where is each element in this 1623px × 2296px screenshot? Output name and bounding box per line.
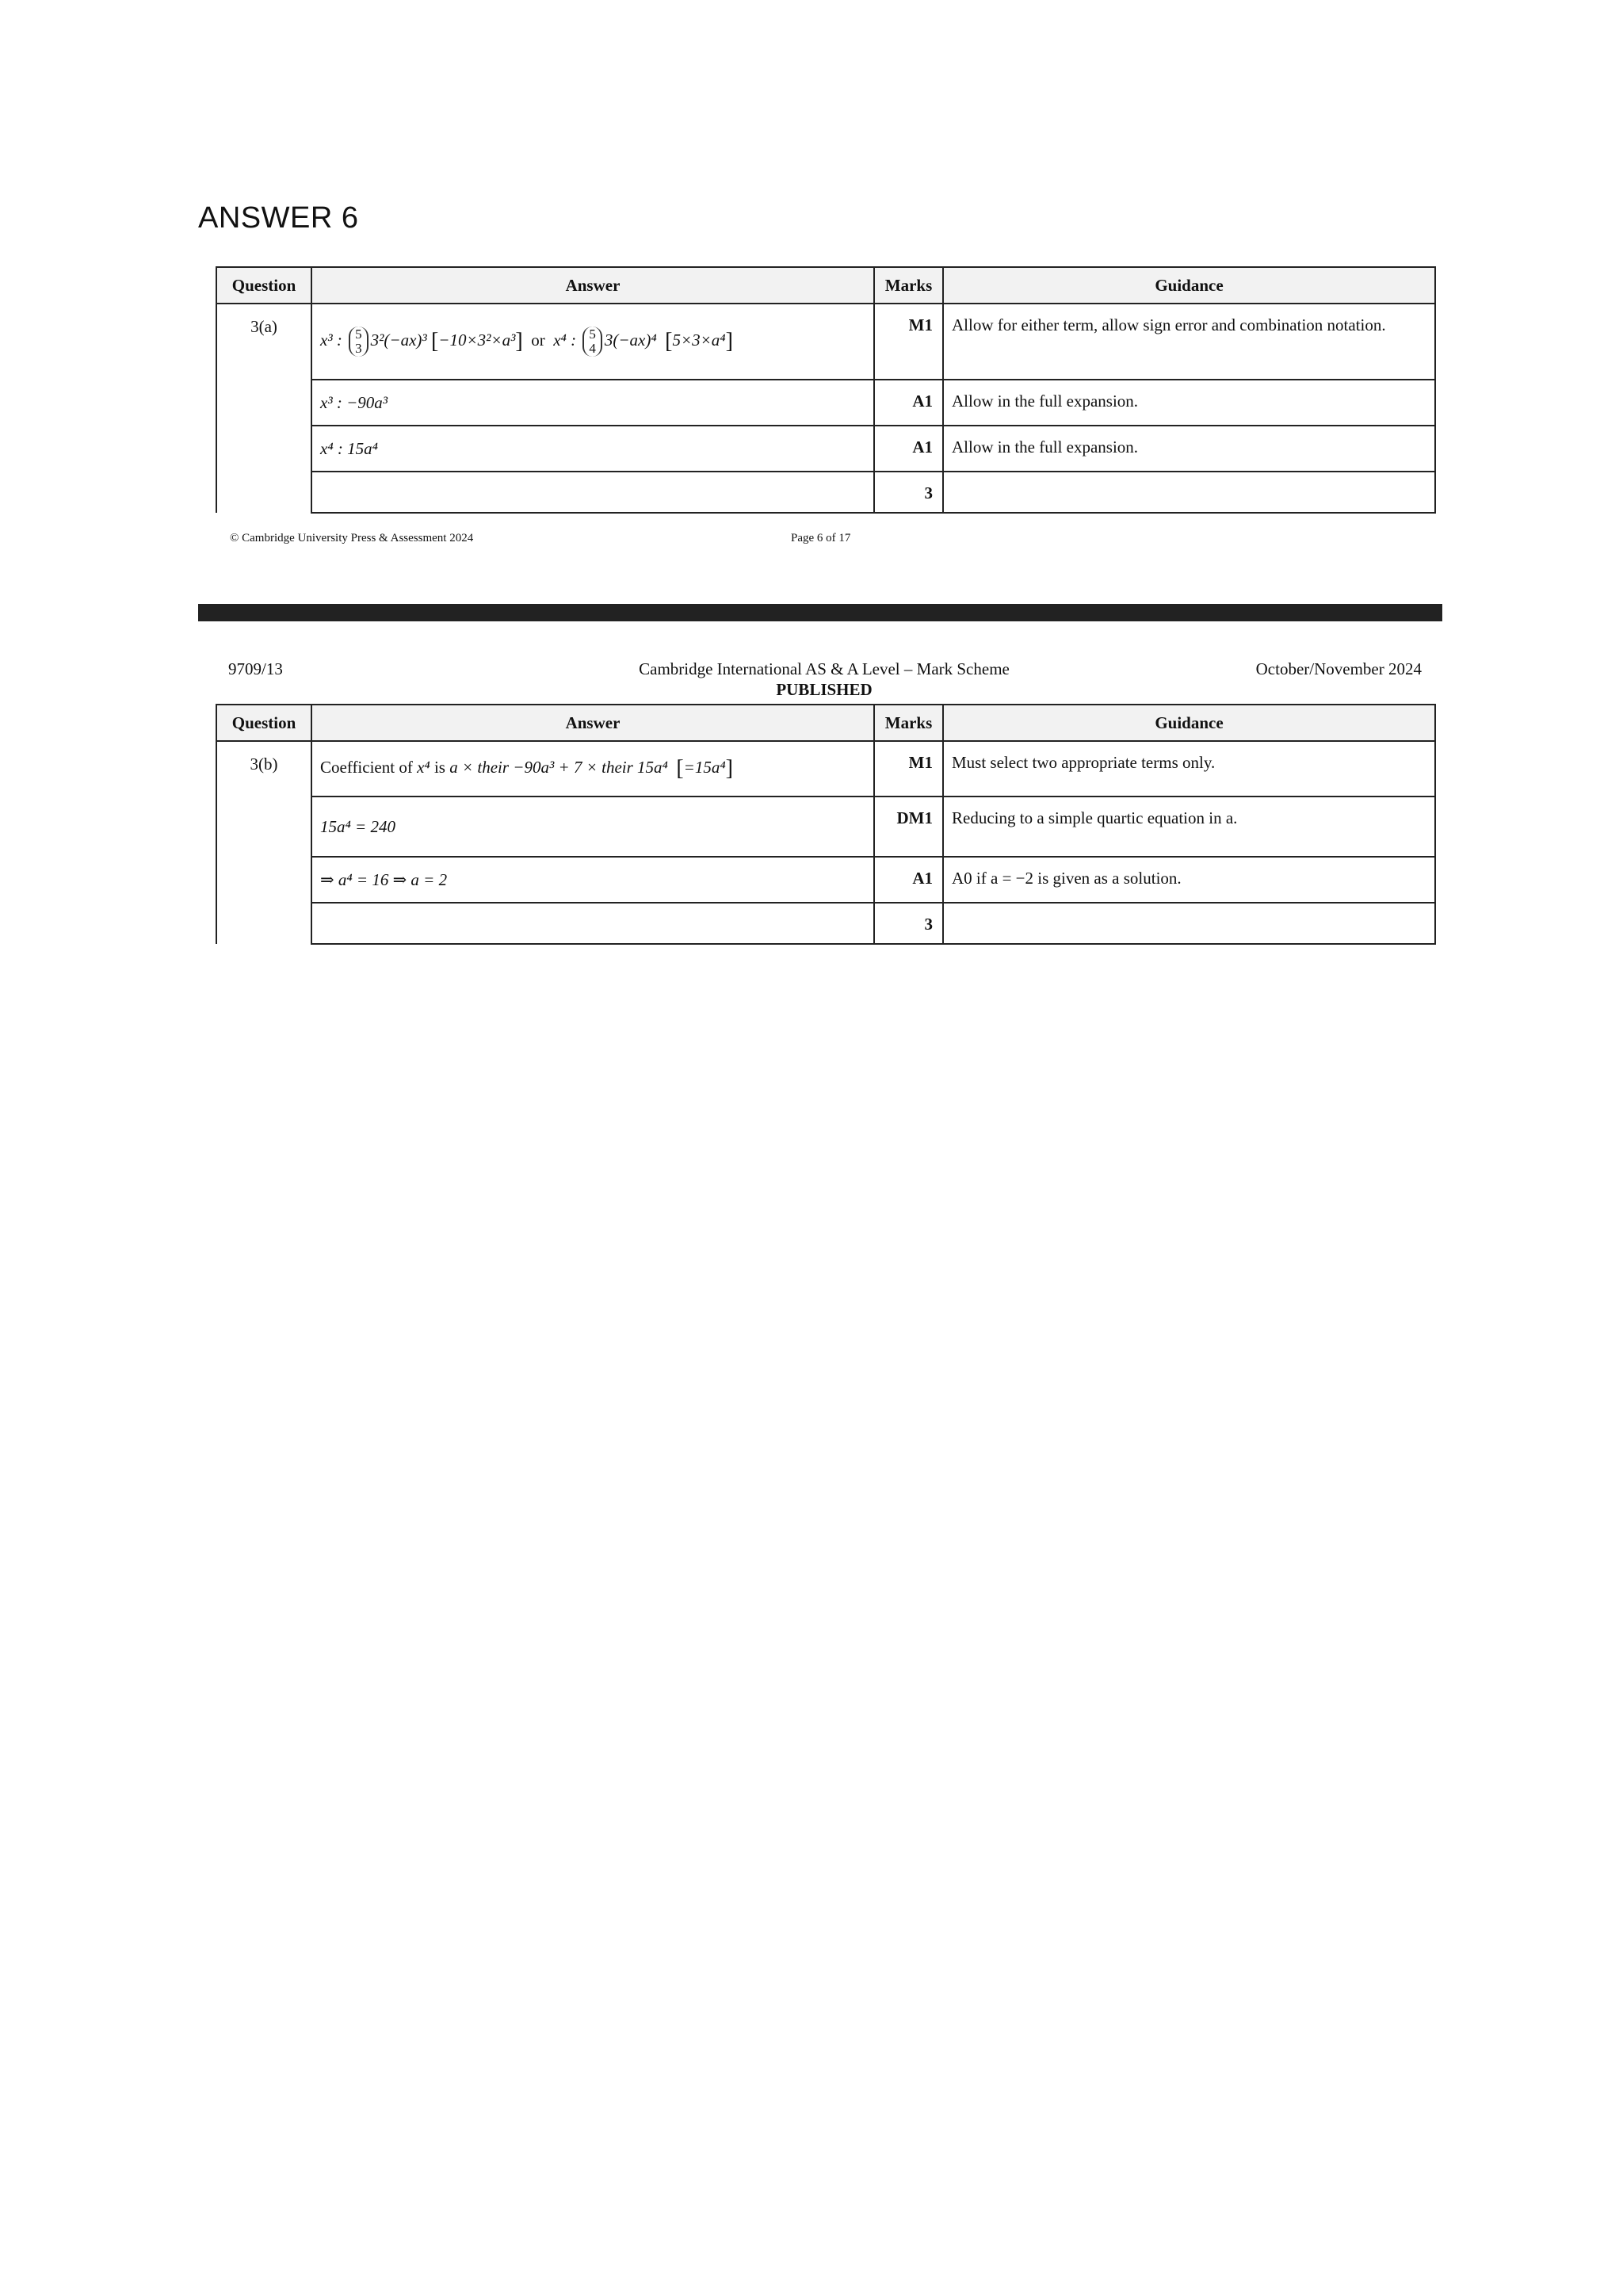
- answer-text: Coefficient of: [320, 757, 413, 777]
- binomial-coefficient: 5 3: [349, 327, 369, 357]
- answer-cell: x⁴ : 15a⁴: [311, 426, 874, 472]
- table-header-row: [216, 267, 1435, 304]
- mark-scheme-title: Cambridge International AS & A Level – Mark Scheme: [639, 659, 1010, 678]
- answer-cell: [311, 304, 874, 380]
- guidance-cell-empty: [943, 472, 1435, 513]
- bracket-expression: −10×3²×a³: [438, 330, 516, 350]
- published-label: PUBLISHED: [776, 680, 873, 699]
- term-label: x⁴ :: [553, 330, 577, 350]
- table-row: [216, 797, 1435, 857]
- answer-variable: x⁴: [417, 757, 430, 777]
- column-header-marks: Marks: [874, 705, 943, 741]
- marks-cell: A1: [874, 426, 943, 472]
- answer-cell-empty: [311, 472, 874, 513]
- guidance-cell: Allow in the full expansion.: [943, 426, 1435, 472]
- guidance-cell: Reducing to a simple quartic equation in a.: [943, 797, 1435, 857]
- question-number: 3(a): [216, 304, 311, 513]
- copyright-footer: © Cambridge University Press & Assessment 2024: [230, 532, 474, 544]
- table-row: [216, 380, 1435, 426]
- table-row: [216, 741, 1435, 797]
- table-row-total: [216, 903, 1435, 944]
- column-header-answer: Answer: [311, 705, 874, 741]
- answer-cell: Coefficient of x⁴ is a × their −90a³ + 7 × their 15a⁴ [=15a⁴]: [311, 741, 874, 797]
- syllabus-code: 9709/13: [228, 659, 283, 678]
- guidance-cell: Allow in the full expansion.: [943, 380, 1435, 426]
- page-number: Page 6 of 17: [791, 532, 851, 544]
- marks-cell: A1: [874, 857, 943, 903]
- column-header-guidance: Guidance: [943, 267, 1435, 304]
- bracket-expression: 5×3×a⁴: [672, 330, 726, 350]
- table-row: [216, 426, 1435, 472]
- term: 3(−ax)⁴: [604, 330, 657, 350]
- mark-scheme-table-3b: [216, 704, 1436, 945]
- table-header-row: [216, 705, 1435, 741]
- exam-session-date: October/November 2024: [1255, 659, 1422, 678]
- table-row: [216, 857, 1435, 903]
- answer-cell: ⇒ a⁴ = 16 ⇒ a = 2: [311, 857, 874, 903]
- binomial-coefficient: 5 4: [582, 327, 602, 357]
- marks-cell: M1: [874, 741, 943, 797]
- mark-scheme-table-3a: [216, 266, 1436, 514]
- answer-cell: x³ : −90a³: [311, 380, 874, 426]
- question-number: 3(b): [216, 741, 311, 944]
- marks-cell: DM1: [874, 797, 943, 857]
- marks-cell: M1: [874, 304, 943, 380]
- answer-cell: 15a⁴ = 240: [311, 797, 874, 857]
- answer-expression: a × their −90a³ + 7 × their 15a⁴: [449, 757, 668, 777]
- column-header-marks: Marks: [874, 267, 943, 304]
- or-text: or: [531, 330, 545, 350]
- guidance-cell-empty: [943, 903, 1435, 944]
- answer-cell-empty: [311, 903, 874, 944]
- bracket-expression: =15a⁴: [683, 757, 726, 777]
- table-row-total: [216, 472, 1435, 513]
- guidance-cell: Must select two appropriate terms only.: [943, 741, 1435, 797]
- guidance-cell: Allow for either term, allow sign error and combination notation.: [943, 304, 1435, 380]
- answer-text: is: [433, 757, 445, 777]
- column-header-question: Question: [216, 267, 311, 304]
- column-header-guidance: Guidance: [943, 705, 1435, 741]
- table-row: [216, 304, 1435, 380]
- marks-total: 3: [874, 472, 943, 513]
- page-divider: [198, 604, 1442, 621]
- column-header-answer: Answer: [311, 267, 874, 304]
- page-heading: ANSWER 6: [198, 201, 359, 235]
- answer-expression: x³ : 5 3 3²(−ax)³ [−10×3²×a³] or x⁴ : 5 4 3(−ax)⁴ [5×3×a⁴]: [320, 327, 733, 356]
- guidance-cell: A0 if a = −2 is given as a solution.: [943, 857, 1435, 903]
- marks-total: 3: [874, 903, 943, 944]
- column-header-question: Question: [216, 705, 311, 741]
- term: 3²(−ax)³: [370, 330, 427, 350]
- term-label: x³ :: [320, 330, 342, 350]
- marks-cell: A1: [874, 380, 943, 426]
